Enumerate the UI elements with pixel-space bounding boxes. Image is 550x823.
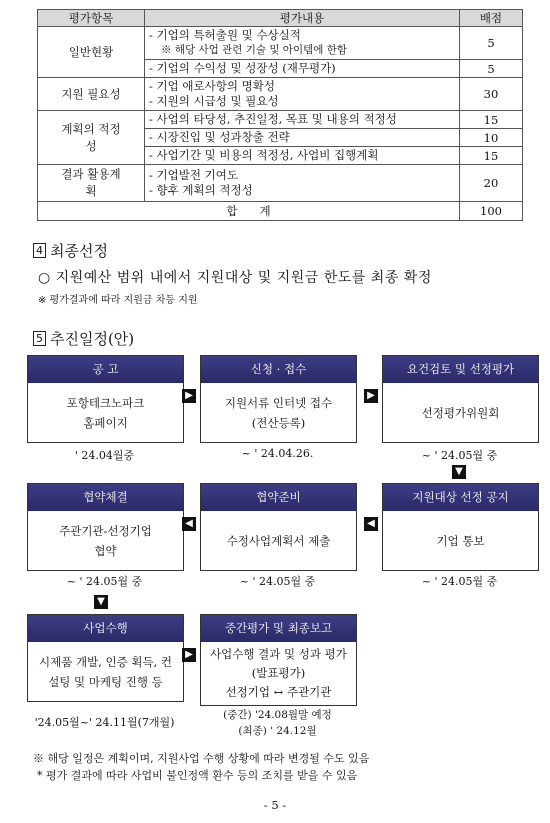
total-score: 100 [460,202,523,221]
score-cell: 15 [460,111,523,129]
flow-box-body [201,511,356,570]
flow-box-agreement [27,483,184,571]
section-number: 4 [33,243,46,258]
flow-box-review [382,355,539,443]
flow-line: 협약 [94,543,117,558]
category-label: 결과 활용계획 [61,167,121,198]
flow-line: 포항테크노파크 [66,395,145,410]
flow-box-title: 협약체결 [28,484,183,511]
flow-box-final-report [200,614,357,706]
content-note: ※ 해당 사업 관련 기술 및 아이템에 한함 [161,44,348,56]
section-4-note: ※ 평가결과에 따라 지원금 차등 지원 [38,295,198,306]
category-cell: 지원 필요성 [38,78,145,111]
section-4-bullet: ○ 지원예산 범위 내에서 지원대상 및 지원금 한도를 최종 확정 [38,270,432,286]
flow-box-body [28,511,183,570]
score-cell: 10 [460,129,523,147]
evaluation-note: * 평가 결과에 따라 사업비 불인정액 환수 등의 조치를 받을 수 있음 [37,769,358,782]
table-header-row [38,10,523,27]
flow-box-title: 중간평가 및 최종보고 [201,615,356,642]
score-cell: 20 [460,165,523,202]
arrow-left-icon: ◀ [182,517,196,531]
flow-line: 선정기업 ↔ 주관기관 [225,685,332,699]
flow-box-title: 사업수행 [28,615,183,642]
arrow-right-icon: ▶ [364,389,378,403]
page-number: - 5 - [263,798,287,812]
flow-line: (발표평가) [251,666,306,680]
flow-box-application [200,355,357,443]
content-cell: - 기업의 수익성 및 성장성 (재무평가) [145,60,460,78]
flow-box-agreement-prep [200,483,357,571]
flow-box-body [383,383,538,442]
flow-date: ~ ' 24.04.26. [241,447,314,460]
content-line: - 기업발전 기여도 [149,168,238,182]
flow-box-body [201,642,356,705]
category-cell [38,111,145,165]
flow-box-title: 공 고 [28,356,183,383]
category-cell: 일반현황 [38,27,145,78]
flow-line: 설팅 및 마케팅 진행 등 [48,674,163,689]
flow-box-body [201,383,356,442]
section-title: 추진일정(안) [50,330,135,348]
header-category: 평가항목 [38,10,145,27]
flow-line: 사업수행 결과 및 성과 평가 [210,647,347,661]
flow-line: 기업 통보 [436,533,485,548]
content-cell [145,78,460,111]
arrow-down-icon: ▼ [452,465,466,479]
flow-line: 시제품 개발, 인증 획득, 컨 [38,654,173,669]
flow-date: ' 24.04월중 [74,449,135,462]
content-line: - 향후 계획의 적정성 [149,183,253,197]
flow-line: (전산등록) [251,415,306,430]
evaluation-table [37,9,523,221]
flow-box-title: 협약준비 [201,484,356,511]
flow-line: 주관기관-선정기업 [59,523,152,538]
flow-box-body [28,642,183,701]
category-label: 계획의 적정성 [61,121,121,153]
flow-box-body [383,511,538,570]
table-row [38,27,523,60]
flow-box-selection-notice [382,483,539,571]
flow-box-execution [27,614,184,702]
arrow-right-icon: ▶ [182,389,196,403]
table-total-row [38,202,523,221]
flow-date: '24.05월~' 24.11월(7개월) [34,716,175,729]
flow-date: (최종) ' 24.12월 [238,725,317,737]
section-title: 최종선정 [50,242,108,260]
flow-date: ~ ' 24.05월 중 [239,575,316,588]
flow-line: 지원서류 인터넷 접수 [224,395,333,410]
flow-date: ~ ' 24.05월 중 [421,449,498,462]
content-cell: - 시장진입 및 성과창출 전략 [145,129,460,147]
score-cell: 30 [460,78,523,111]
section-4-heading [33,240,108,261]
flow-line: 선정평가위원회 [421,405,500,420]
flow-box-title: 지원대상 선정 공지 [383,484,538,511]
content-cell: - 사업기간 및 비용의 적정성, 사업비 집행계획 [145,147,460,165]
flow-date: (중간) '24.08월말 예정 [223,709,332,721]
category-cell [38,165,145,202]
flow-date: ~ ' 24.05월 중 [421,575,498,588]
arrow-down-icon: ▼ [94,595,108,609]
content-line: - 기업 애로사항의 명확성 [149,79,275,93]
score-cell: 5 [460,60,523,78]
arrow-right-icon: ▶ [182,648,196,662]
score-cell: 5 [460,27,523,60]
content-cell [145,27,460,60]
content-cell [145,165,460,202]
flow-line: 수정사업계획서 제출 [226,533,331,548]
flow-box-title: 요건검토 및 선정평가 [383,356,538,383]
flow-box-body [28,383,183,442]
total-label: 합 계 [38,202,460,221]
table-row [38,78,523,111]
content-line: - 지원의 시급성 및 필요성 [149,94,279,108]
flow-box-title: 신청 · 접수 [201,356,356,383]
header-score: 배점 [460,10,523,27]
flow-box-announcement [27,355,184,443]
score-cell: 15 [460,147,523,165]
section-5-heading [33,328,134,349]
table-row [38,165,523,202]
section-number: 5 [33,331,46,346]
content-cell: - 사업의 타당성, 추진일정, 목표 및 내용의 적정성 [145,111,460,129]
arrow-left-icon: ◀ [364,517,378,531]
content-line: - 기업의 특허출원 및 수상실적 [149,28,301,42]
flow-date: ~ ' 24.05월 중 [66,575,143,588]
flow-line: 홈페이지 [83,415,128,430]
schedule-note: ※ 해당 일정은 계획이며, 지원사업 수행 상황에 따라 변경될 수도 있음 [33,752,370,765]
table-row [38,111,523,129]
header-content: 평가내용 [145,10,460,27]
